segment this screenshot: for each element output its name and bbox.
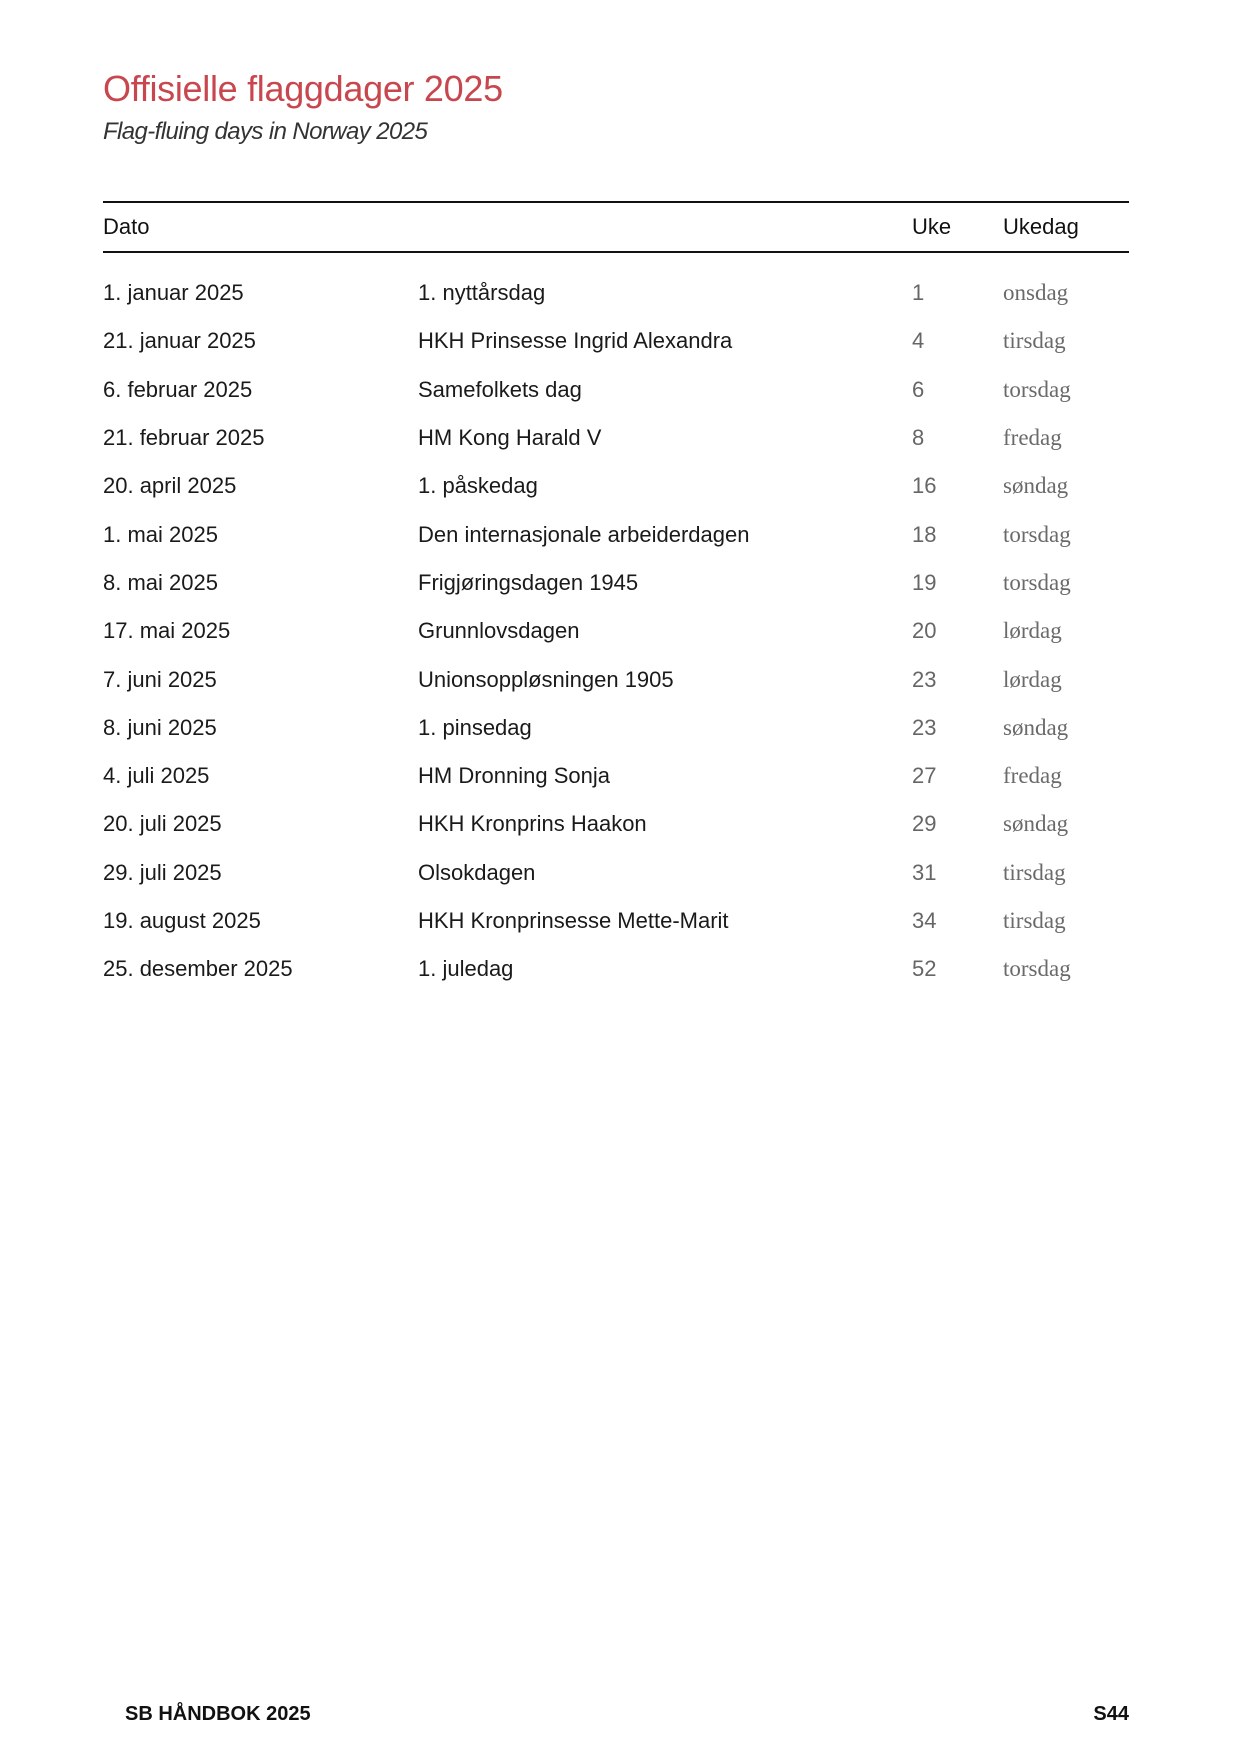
table-header bbox=[103, 202, 1129, 252]
table-header-row bbox=[103, 202, 1129, 252]
row-week-number: 16 bbox=[912, 473, 937, 499]
table-row bbox=[103, 897, 1129, 945]
column-header-date: Dato bbox=[103, 202, 418, 252]
row-date: 21. februar 2025 bbox=[103, 425, 265, 451]
row-event: Samefolkets dag bbox=[418, 376, 582, 402]
row-week-number: 6 bbox=[912, 376, 925, 402]
row-event: HM Dronning Sonja bbox=[418, 763, 610, 789]
row-event: Unionsoppløsningen 1905 bbox=[418, 666, 674, 692]
row-date: 20. april 2025 bbox=[103, 473, 237, 499]
table-row bbox=[103, 559, 1129, 607]
column-header-week: Uke bbox=[912, 202, 1003, 252]
row-week-number: 34 bbox=[912, 908, 937, 933]
row-event: 1. juledag bbox=[418, 956, 514, 982]
table-row bbox=[103, 752, 1129, 800]
row-date: 1. mai 2025 bbox=[103, 521, 218, 547]
flag-days-table bbox=[103, 201, 1129, 993]
column-header-weekday: Ukedag bbox=[1003, 202, 1129, 252]
row-weekday: lørdag bbox=[1003, 618, 1062, 644]
table-row bbox=[103, 800, 1129, 848]
row-event: HKH Kronprins Haakon bbox=[418, 811, 647, 837]
row-date: 20. juli 2025 bbox=[103, 811, 222, 837]
row-event: 1. nyttårsdag bbox=[418, 280, 546, 306]
row-event: HKH Kronprinsesse Mette-Marit bbox=[418, 908, 729, 933]
table-row bbox=[103, 414, 1129, 462]
row-week-number: 4 bbox=[912, 328, 925, 354]
row-date: 21. januar 2025 bbox=[103, 328, 256, 354]
row-weekday: fredag bbox=[1003, 425, 1062, 451]
row-event: HKH Prinsesse Ingrid Alexandra bbox=[418, 328, 733, 354]
row-week-number: 29 bbox=[912, 811, 937, 837]
row-event: HM Kong Harald V bbox=[418, 425, 602, 451]
row-week-number: 20 bbox=[912, 618, 937, 644]
row-week-number: 23 bbox=[912, 666, 937, 692]
table-row bbox=[103, 945, 1129, 993]
table-row bbox=[103, 607, 1129, 655]
table-row bbox=[103, 252, 1129, 317]
table-body bbox=[103, 252, 1129, 993]
row-weekday: torsdag bbox=[1003, 521, 1071, 547]
row-date: 17. mai 2025 bbox=[103, 618, 231, 644]
column-header-event bbox=[418, 202, 912, 252]
row-weekday: onsdag bbox=[1003, 280, 1069, 306]
row-event: Olsokdagen bbox=[418, 859, 536, 885]
row-event: Frigjøringsdagen 1945 bbox=[418, 569, 639, 595]
row-week-number: 23 bbox=[912, 714, 937, 740]
row-date: 6. februar 2025 bbox=[103, 376, 253, 402]
row-weekday: torsdag bbox=[1003, 956, 1071, 982]
table-row bbox=[103, 317, 1129, 365]
row-date: 7. juni 2025 bbox=[103, 666, 217, 692]
row-event: 1. pinsedag bbox=[418, 714, 532, 740]
row-week-number: 8 bbox=[912, 425, 925, 451]
row-event: Grunnlovsdagen bbox=[418, 618, 580, 644]
row-week-number: 19 bbox=[912, 569, 937, 595]
row-weekday: fredag bbox=[1003, 763, 1062, 789]
row-weekday: tirsdag bbox=[1003, 908, 1066, 933]
row-week-number: 1 bbox=[912, 280, 925, 306]
table-row bbox=[103, 366, 1129, 414]
row-weekday: søndag bbox=[1003, 811, 1069, 837]
row-week-number: 18 bbox=[912, 521, 937, 547]
row-week-number: 31 bbox=[912, 859, 937, 885]
row-date: 19. august 2025 bbox=[103, 908, 261, 933]
row-week-number: 27 bbox=[912, 763, 937, 789]
row-weekday: lørdag bbox=[1003, 666, 1062, 692]
table-row bbox=[103, 462, 1129, 510]
row-event: 1. påskedag bbox=[418, 473, 538, 499]
row-weekday: søndag bbox=[1003, 473, 1069, 499]
page-subtitle: Flag-fluing days in Norway 2025 bbox=[103, 118, 428, 145]
row-weekday: tirsdag bbox=[1003, 328, 1066, 354]
row-date: 29. juli 2025 bbox=[103, 859, 222, 885]
page-title: Offisielle flaggdager 2025 bbox=[103, 68, 503, 109]
table-row bbox=[103, 704, 1129, 752]
row-date: 8. mai 2025 bbox=[103, 569, 218, 595]
row-week-number: 52 bbox=[912, 956, 937, 982]
table-row bbox=[103, 655, 1129, 703]
table-row bbox=[103, 849, 1129, 897]
row-weekday: søndag bbox=[1003, 714, 1069, 740]
row-weekday: torsdag bbox=[1003, 569, 1071, 595]
row-event: Den internasjonale arbeiderdagen bbox=[418, 521, 750, 547]
row-date: 4. juli 2025 bbox=[103, 763, 210, 789]
table-row bbox=[103, 510, 1129, 558]
footer-publication: SB HÅNDBOK 2025 bbox=[125, 1703, 311, 1725]
row-date: 8. juni 2025 bbox=[103, 714, 217, 740]
footer-page-number: S44 bbox=[1093, 1703, 1129, 1725]
row-date: 25. desember 2025 bbox=[103, 956, 293, 982]
row-weekday: tirsdag bbox=[1003, 859, 1066, 885]
row-weekday: torsdag bbox=[1003, 376, 1071, 402]
row-date: 1. januar 2025 bbox=[103, 280, 244, 306]
